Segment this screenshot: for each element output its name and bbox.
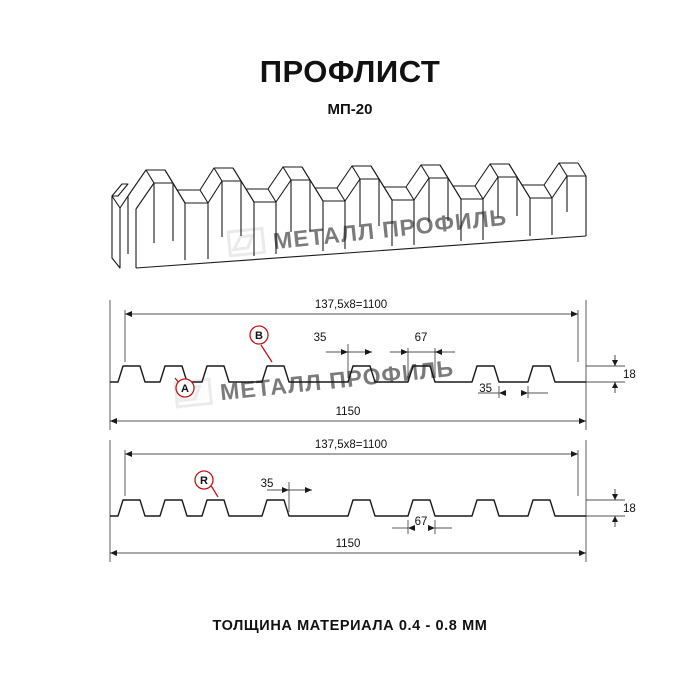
profile-top-height-label: 18	[623, 369, 636, 381]
material-thickness-note: ТОЛЩИНА МАТЕРИАЛА 0.4 - 0.8 ММ	[212, 618, 488, 634]
profile-bottom-dim-line	[125, 451, 578, 457]
svg-text:МЕТАЛЛ ПРОФИЛЬ: МЕТАЛЛ ПРОФИЛЬ	[218, 354, 456, 406]
profile-top-dim-line	[125, 311, 578, 317]
profile-bottom-height-label: 18	[623, 503, 636, 515]
svg-text:МЕТАЛЛ ПРОФИЛЬ: МЕТАЛЛ ПРОФИЛЬ	[271, 203, 509, 255]
profile-top-pitch-upper-label: 35	[313, 332, 327, 344]
profile-top-dim-label: 137,5х8=1100	[314, 299, 388, 311]
isometric-sheet	[112, 163, 586, 268]
profile-top-rib-label: 67	[414, 332, 428, 344]
profile-bottom-overall-label: 1150	[335, 538, 361, 550]
profile-top-pitch-lower-label: 35	[479, 383, 492, 395]
callout-r-label: R	[200, 475, 208, 487]
profile-bottom-height-dim	[612, 489, 618, 527]
profile-top-overall-label: 1150	[335, 406, 361, 418]
callout-a-group	[175, 378, 194, 397]
profile-bottom-pitch	[267, 482, 312, 512]
profile-bottom-rib-label: 67	[414, 516, 428, 528]
page-title: ПРОФЛИСТ	[259, 54, 441, 89]
profile-bottom-dim-label: 137,5х8=1100	[314, 439, 388, 451]
callout-b-group	[250, 326, 272, 362]
profile-bottom-group	[110, 439, 636, 562]
profile-top-height-dim	[612, 355, 618, 393]
callout-a-label: A	[181, 383, 189, 395]
callout-b-label: B	[255, 330, 263, 342]
profile-bottom-outline	[110, 500, 586, 516]
profile-bottom-pitch-label: 35	[260, 478, 274, 490]
profile-bottom-ext-lines	[110, 440, 625, 562]
profile-top-overall-dim-line	[110, 418, 586, 424]
profile-bottom-overall-dim-line	[110, 550, 586, 556]
page-subtitle: МП-20	[327, 101, 373, 119]
callout-r-group	[195, 471, 218, 497]
